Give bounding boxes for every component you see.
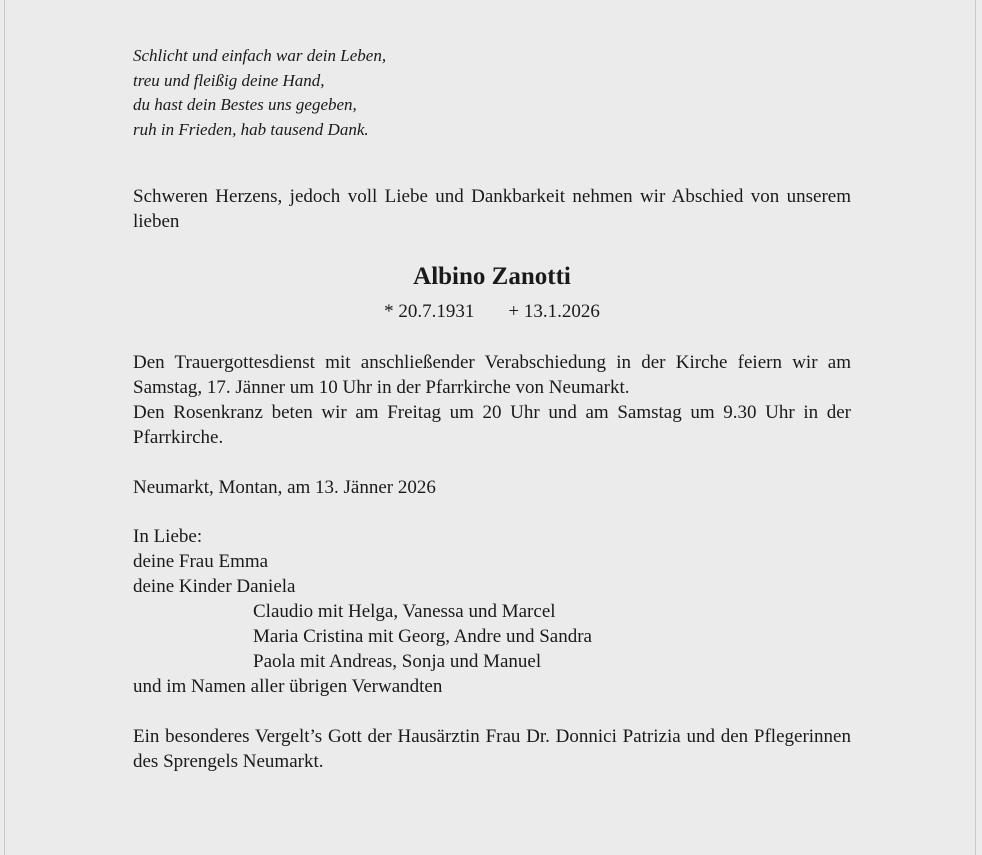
place-date: Neumarkt, Montan, am 13. Jänner 2026 <box>133 477 436 498</box>
poem-line: ruh in Frieden, hab tausend Dank. <box>133 119 369 139</box>
family-member: Paola mit Andreas, Sonja und Manuel <box>253 651 542 672</box>
intro-text: Schweren Herzens, jedoch voll Liebe und Dankbarkeit nehmen wir Abschied von unserem lieben <box>133 186 851 232</box>
service-info <box>133 350 851 450</box>
poem-line: du hast dein Bestes uns gegeben, <box>133 95 357 114</box>
birth-date: * 20.7.1931 <box>384 301 475 322</box>
poem-line: treu und fleißig deine Hand, <box>133 70 325 90</box>
funeral-text: Den Trauergottesdienst mit anschließender Verabschiedung in der Kirche feiern wir am Samstag, 17. Jänner um 10 Uhr in der Pfarrkirche von Neumarkt. <box>133 352 851 398</box>
death-date: + 13.1.2026 <box>508 301 600 322</box>
family-member: Maria Cristina mit Georg, Andre und Sandra <box>253 626 592 647</box>
rosary-text: Den Rosenkranz beten wir am Freitag um 20 Uhr und am Samstag um 9.30 Uhr in der Pfarrkirche. <box>133 402 851 448</box>
thanks-text: Ein besonderes Vergelt’s Gott der Hausärztin Frau Dr. Donnici Patrizia und den Pflegerinnen des Sprengels Neumarkt. <box>133 726 851 772</box>
poem <box>133 44 386 142</box>
family-member: Claudio mit Helga, Vanessa und Marcel <box>253 601 556 622</box>
family-list <box>133 524 592 699</box>
life-dates <box>133 299 851 324</box>
obituary-page <box>4 0 976 855</box>
family-member: deine Frau Emma <box>133 551 269 572</box>
family-member: und im Namen aller übrigen Verwandten <box>133 676 443 697</box>
poem-line: Schlicht und einfach war dein Leben, <box>133 46 387 65</box>
deceased-name: Albino Zanotti <box>413 263 571 290</box>
family-member: deine Kinder Daniela <box>133 576 296 597</box>
family-heading: In Liebe: <box>133 526 203 547</box>
